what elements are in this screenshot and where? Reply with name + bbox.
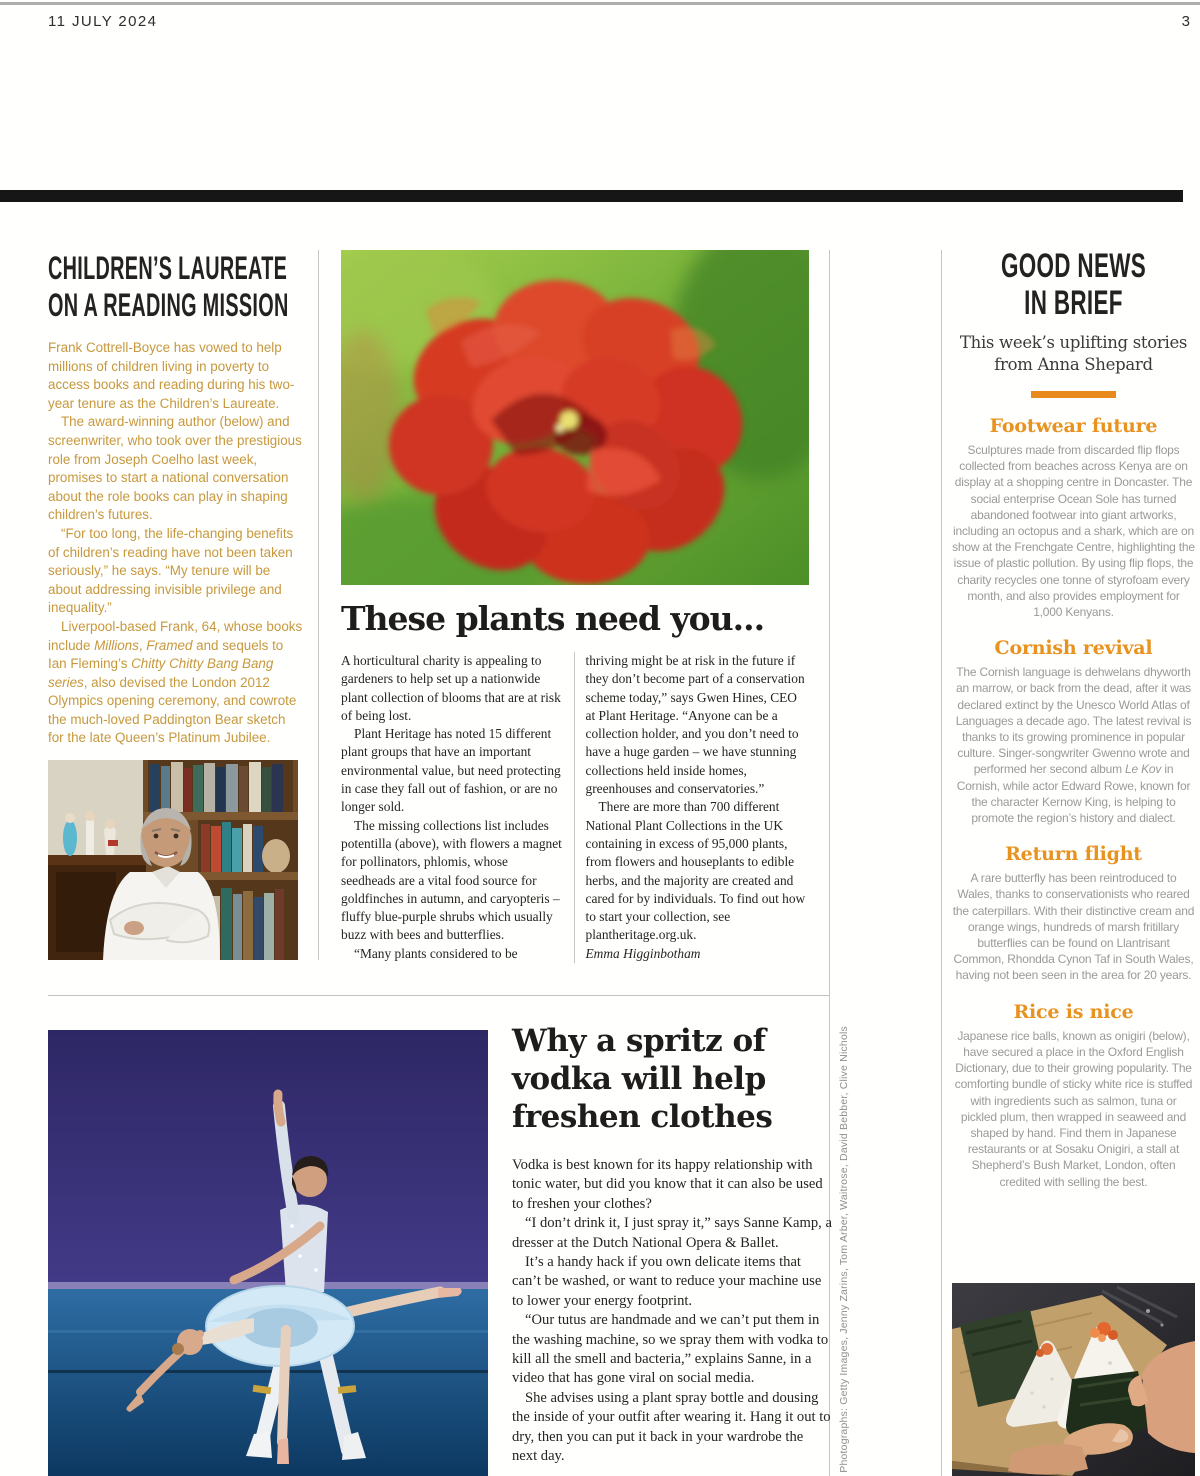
- headline-line: vodka will help: [512, 1061, 766, 1097]
- paragraph: She advises using a plant spray bottle and dousing the inside of your outfit after wearing it. Hang it out to dry, then you can put it back in your wardrobe the next day.: [512, 1389, 831, 1465]
- section-body: The Cornish language is dehwelans dhyworth an marrow, or back from the dead, after it was declared extinct by the Unesco World Atlas of Languages a decade ago. The latest revival is thanks to its growing prominence in popular culture. Singer-songwriter Gwenno wrote and performed her second album Le Kov in Cornish, while actor Edward Rowe, known for the character Kernow King, is helping to promote the region’s history and dialect.: [955, 665, 1192, 826]
- good-news-title: [952, 248, 1195, 322]
- paragraph: “I don’t drink it, I just spray it,” says Sanne Kamp, a dresser at the Dutch National Opera & Ballet.: [512, 1215, 832, 1251]
- byline: Emma Higginbotham: [585, 945, 701, 961]
- onigiri-photo: [952, 1283, 1195, 1476]
- plants-body: [341, 652, 809, 963]
- laureate-headline: [48, 250, 304, 324]
- section-divider-bar: [0, 190, 1183, 202]
- section-heading: Footwear future: [989, 415, 1158, 437]
- headline-line: ON A READING MISSION: [48, 287, 289, 323]
- paragraph: “Many plants considered to be: [354, 945, 518, 961]
- section-body: A rare butterfly has been reintroduced to Wales, thanks to conservationists who reared the caterpillars. With their distinctive cream and orange wings, hundreds of marsh fritillary butterflies can be found on Llantrisant Common, Rhondda Cynon Taf in South Wales, having not been seen in the area for 20 years.: [952, 871, 1195, 983]
- paragraph: The missing collections list includes potentilla (above), with flowers a magnet for pollinators, phlomis, whose seedheads are a vital food source for goldfinches in autumn, and caryopteris – fluffy blue-purple shrubs which usually buzz with bees and butterflies.: [341, 817, 562, 943]
- paragraph: A horticultural charity is appealing to gardeners to help set up a nationwide plant collection of blooms that are at risk of being lost.: [341, 653, 561, 723]
- section-heading: Cornish revival: [994, 637, 1153, 660]
- potentilla-photo: [341, 250, 809, 585]
- headline-line: IN BRIEF: [1024, 284, 1123, 322]
- ballet-dancers-photo: [48, 1030, 488, 1476]
- orange-divider: [1031, 391, 1116, 398]
- good-news-section-footwear: [952, 414, 1195, 620]
- vodka-body: [512, 1156, 832, 1467]
- laureate-body: [48, 339, 304, 748]
- good-news-section-onigiri: [952, 1000, 1195, 1190]
- plants-headline: These plants need you...: [341, 599, 765, 638]
- issue-date: 11 JULY 2024: [48, 13, 158, 30]
- section-body: Japanese rice balls, known as onigiri (below), have secured a place in the Oxford English Dictionary, due to their growing popularity. The comforting bundle of sticky white rice is stuffed with ingredients such as salmon, tuna or pickled plum, then wrapped in seaweed and shaped by hand. Find them in Japanese restaurants or at Sosaku Onigiri, a stall at Shepherd’s Bush Market, London, often credited with selling the best.: [954, 1028, 1193, 1189]
- section-body: Sculptures made from discarded flip flops collected from beaches across Kenya are on display at a shopping centre in Doncaster. The social enterprise Ocean Sole has turned abandoned footwear into giant artworks, including an octopus and a shark, which are on show at the Frenchgate Centre, highlighting the issue of plastic pollution. By using flip flops, the charity recycles one tonne of styrofoam every month, and also provides employment for 1,000 Kenyans.: [952, 443, 1195, 620]
- vodka-headline: [512, 1022, 832, 1136]
- good-news-section-butterfly: [952, 842, 1195, 983]
- good-news-section-cornish: [952, 636, 1195, 826]
- paragraph: It’s a handy hack if you own delicate items that can’t be washed, or want to reduce your machine use to lower your energy footprint.: [512, 1254, 822, 1309]
- plants-column-1: [341, 652, 574, 963]
- paragraph: Vodka is best known for its happy relationship with tonic water, but did you know that it can also be used to freshen your clothes?: [512, 1157, 823, 1212]
- paragraph: Plant Heritage has noted 15 different plant groups that have an important environmental value, but need protecting in case they fall out of fashion, or are no longer sold.: [341, 726, 561, 815]
- paragraph: “For too long, the life-changing benefits of children’s reading have not been taken seriously,” he says. “My tenure will be about addressing invisible privilege and inequality.”: [48, 525, 294, 616]
- plants-column-2: [574, 652, 810, 963]
- paragraph: Frank Cottrell-Boyce has vowed to help millions of children living in poverty to access books and reading during his two-year tenure as the Children’s Laureate.: [48, 340, 295, 411]
- headline-line: freshen clothes: [512, 1099, 773, 1135]
- page-number: 3: [1181, 13, 1190, 30]
- section-heading: Rice is nice: [1013, 1000, 1134, 1023]
- headline-line: CHILDREN’S LAUREATE: [48, 250, 288, 286]
- plants-article: [341, 250, 809, 963]
- paragraph: The award-winning author (below) and screenwriter, who took over the prestigious role from Joseph Coelho last week, promises to start a national conversation about the role books can play in shaping children’s futures.: [48, 414, 302, 523]
- vodka-article: [512, 1022, 832, 1467]
- column-rule-right: [941, 250, 942, 1476]
- good-news-column: [952, 248, 1195, 1190]
- paragraph: There are more than 700 different National Plant Collections in the UK containing in excess of 95,000 plants, from flowers and houseplants to edible herbs, and the majority are created and cared for by individuals. To find out how to start your collection, see plantheritage.org.uk.: [585, 799, 806, 943]
- section-heading: Return flight: [1005, 843, 1142, 866]
- headline-line: GOOD NEWS: [1000, 247, 1147, 285]
- frank-cottrell-boyce-photo: [48, 760, 298, 960]
- horizontal-rule: [48, 995, 829, 996]
- books-row-1: [150, 762, 283, 812]
- paragraph: “Our tutus are handmade and we can’t put them in the washing machine, so we spray them with vodka to kill all the smell and bacteria,” explains Sanne, in a video that has gone viral on social media.: [512, 1312, 829, 1387]
- photo-credit: Photographs: Getty Images, Jenny Zarins, Tom Arber, Waitrose, David Bebber, Clive Nichols: [838, 1026, 850, 1473]
- paragraph: Liverpool-based Frank, 64, whose books include Millions, Framed and sequels to Ian Fleming’s Chitty Chitty Bang Bang series, also devised the London 2012 Olympics opening ceremony, and cowrote the much-loved Paddington Bear sketch for the late Queen’s Platinum Jubilee.: [48, 618, 303, 746]
- children-laureate-article: [48, 250, 304, 748]
- paragraph: thriving might be at risk in the future if they don’t become part of a conservation scheme today,” says Gwen Hines, CEO at Plant Heritage. “Anyone can be a collection holder, and you don’t need to have a huge garden – we have stunning collections held inside homes, greenhouses and conservatories.”: [585, 653, 805, 797]
- top-hairline: [0, 2, 1200, 5]
- column-rule-left: [318, 250, 319, 960]
- headline-line: Why a spritz of: [512, 1023, 766, 1059]
- good-news-intro: This week’s uplifting stories from Anna Shepard: [959, 333, 1188, 374]
